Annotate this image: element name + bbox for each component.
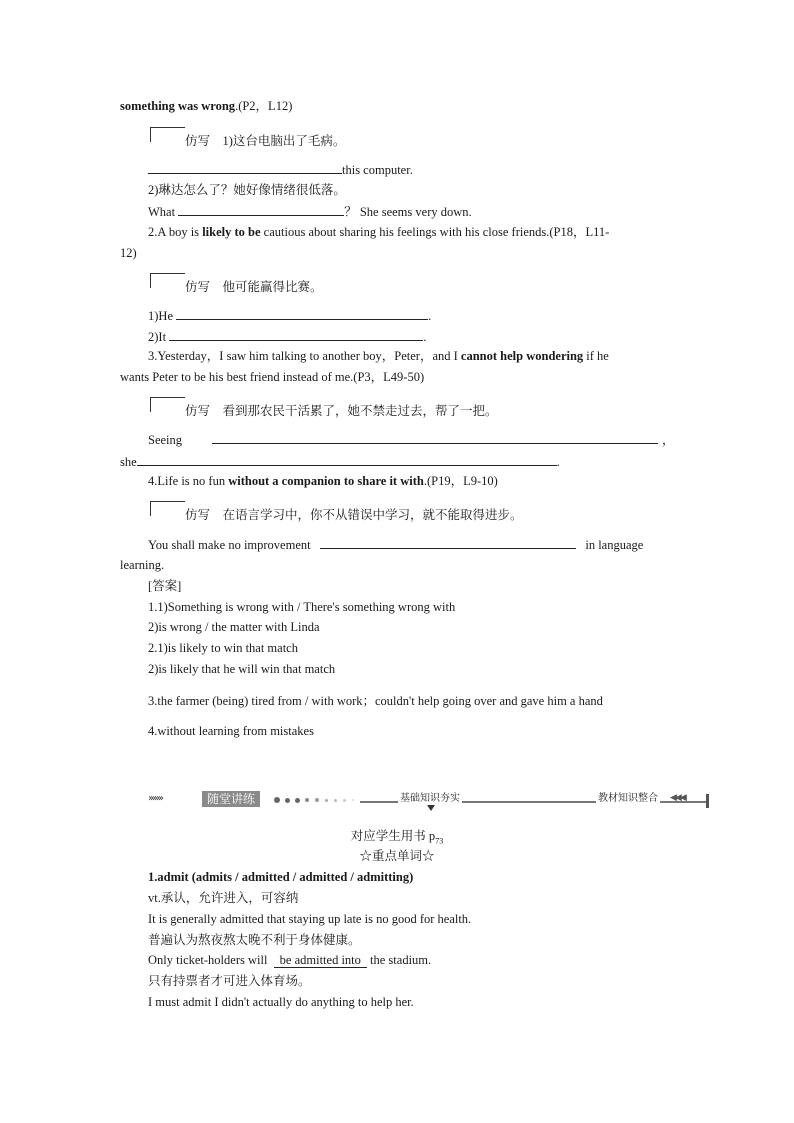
imitate-2-chinese: 他可能赢得比赛。 xyxy=(222,280,323,294)
imitate-tag-box xyxy=(150,501,185,516)
example-2-translation: 只有持票者才可进入体育场。 xyxy=(148,974,311,988)
text: Only ticket-holders will xyxy=(148,953,268,967)
sentence-3-cont: wants Peter to be his best friend instead of me.(P3，L49-50) xyxy=(120,370,425,384)
imitate-tag-box xyxy=(150,397,185,412)
period: . xyxy=(428,309,432,323)
imitate-3-prompt xyxy=(185,403,498,419)
chevrons-icon: ››››››› xyxy=(148,793,162,804)
imitate-1-line-1 xyxy=(148,161,413,178)
example-1: It is generally admitted that staying up late is no good for health. xyxy=(148,912,472,926)
answer-blank[interactable] xyxy=(320,536,576,549)
answer-1: 1.1)Something is wrong with / There's something wrong with xyxy=(148,600,456,614)
answer-3: 2.1)is likely to win that match xyxy=(148,641,298,655)
banner-mid-label: 基础知识夯实 xyxy=(398,789,462,804)
line-head: 1)He xyxy=(148,309,173,323)
answer-blank[interactable] xyxy=(212,431,658,444)
reference: .(P2，L12) xyxy=(235,99,293,113)
answer-blank[interactable] xyxy=(148,161,342,174)
sentence-3 xyxy=(148,348,609,364)
sentence-2-cont: 12) xyxy=(120,246,137,260)
ref-page: 73 xyxy=(435,836,444,846)
line-tail: She seems very down. xyxy=(359,205,472,219)
section-pill: 随堂讲练 xyxy=(202,791,260,807)
answer-4: 2)is likely that he will win that match xyxy=(148,662,336,676)
dot-icon xyxy=(274,797,280,803)
bold-phrase: likely to be xyxy=(202,225,261,239)
dot-icon xyxy=(343,799,346,802)
imitate-1-prompt-2: 2)琳达怎么了？她好像情绪很低落。 xyxy=(148,183,346,197)
line-head: What xyxy=(148,205,176,219)
text: if he xyxy=(583,349,609,363)
answer-5: 3.the farmer (being) tired from / with work；couldn't help going over and gave him a hand xyxy=(148,694,603,708)
period: . xyxy=(556,455,560,469)
imitate-3-line-1 xyxy=(148,431,675,448)
answer-blank[interactable] xyxy=(178,203,344,216)
line-head: You shall make no improvement xyxy=(148,538,311,552)
dot-icon xyxy=(325,799,328,802)
filled-blank: be admitted into xyxy=(274,953,367,968)
bold-phrase: cannot help wondering xyxy=(460,349,584,363)
question-mark: ？ xyxy=(344,205,357,219)
imitate-3-chinese: 看到那农民干活累了，她不禁走过去，帮了一把。 xyxy=(222,404,498,418)
banner-right-label: 教材知识整合 xyxy=(596,789,660,804)
imitate-4-line-1 xyxy=(148,536,643,553)
headword: 1.admit (admits / admitted / admitted / admitting) xyxy=(148,870,414,884)
answer-6: 4.without learning from mistakes xyxy=(148,724,314,738)
answer-blank[interactable] xyxy=(137,453,557,466)
dot-icon xyxy=(352,799,354,801)
period: . xyxy=(423,330,427,344)
section-banner xyxy=(148,790,712,816)
bold-phrase: something was wrong xyxy=(120,99,236,113)
part-of-speech: vt.承认，允许进入，可容纳 xyxy=(148,891,299,905)
imitate-4-prompt xyxy=(185,507,523,523)
imitate-2-line-1 xyxy=(148,307,431,324)
example-1-translation: 普遍认为熬夜熬太晚不利于身体健康。 xyxy=(148,933,361,947)
end-bar xyxy=(706,794,709,808)
dot-icon xyxy=(305,798,309,802)
dot-icon xyxy=(315,798,319,802)
imitate-2-line-2 xyxy=(148,328,426,345)
answer-blank[interactable] xyxy=(176,307,428,320)
imitate-label: 仿写 xyxy=(185,280,211,294)
triangle-down-icon xyxy=(427,805,435,811)
imitate-label: 仿写 xyxy=(185,134,211,148)
dot-icon xyxy=(285,798,290,803)
example-2 xyxy=(148,952,431,968)
answer-blank[interactable] xyxy=(169,328,423,341)
student-book-ref xyxy=(0,828,794,850)
line-head: Seeing xyxy=(148,433,183,447)
text: .(P19，L9-10) xyxy=(423,474,498,488)
dot-icon xyxy=(295,798,300,803)
line-tail: this computer. xyxy=(342,163,413,177)
text: 4.Life is no fun xyxy=(148,474,229,488)
imitate-1-chinese: 1)这台电脑出了毛病。 xyxy=(222,134,346,148)
imitate-1-line-2 xyxy=(148,203,472,220)
imitate-3-line-2 xyxy=(120,453,560,470)
ref-text: 对应学生用书 p xyxy=(350,829,436,843)
end-arrows-icon: ◀◀◀ xyxy=(670,793,685,803)
imitate-4-line-2: learning. xyxy=(120,558,165,572)
line-tail: in language xyxy=(585,538,644,552)
dot-icon xyxy=(334,799,337,802)
sentence-2 xyxy=(148,224,609,240)
text: 2.A boy is xyxy=(148,225,203,239)
example-3: I must admit I didn't actually do anything to help her. xyxy=(148,995,414,1009)
imitate-label: 仿写 xyxy=(185,508,211,522)
imitate-label: 仿写 xyxy=(185,404,211,418)
imitate-1-prompt xyxy=(185,133,345,149)
comma: ， xyxy=(662,433,675,447)
section-title: ☆重点单词☆ xyxy=(359,849,435,863)
imitate-tag-box xyxy=(150,273,185,288)
text: the stadium. xyxy=(370,953,432,967)
example-sentence-1-end xyxy=(120,98,292,114)
answers-title: [答案] xyxy=(148,579,182,593)
bold-phrase: without a companion to share it with xyxy=(228,474,424,488)
text: 3.Yesterday，I saw him talking to another boy，Peter，and I xyxy=(148,349,461,363)
line-head: 2)It xyxy=(148,330,167,344)
imitate-4-chinese: 在语言学习中，你不从错误中学习，就不能取得进步。 xyxy=(222,508,523,522)
imitate-2-prompt xyxy=(185,279,323,295)
imitate-tag-box xyxy=(150,127,185,142)
sentence-4 xyxy=(148,473,498,489)
line-head: she xyxy=(120,455,137,469)
answer-2: 2)is wrong / the matter with Linda xyxy=(148,620,320,634)
text: cautious about sharing his feelings with his close friends.(P18，L11- xyxy=(260,225,610,239)
